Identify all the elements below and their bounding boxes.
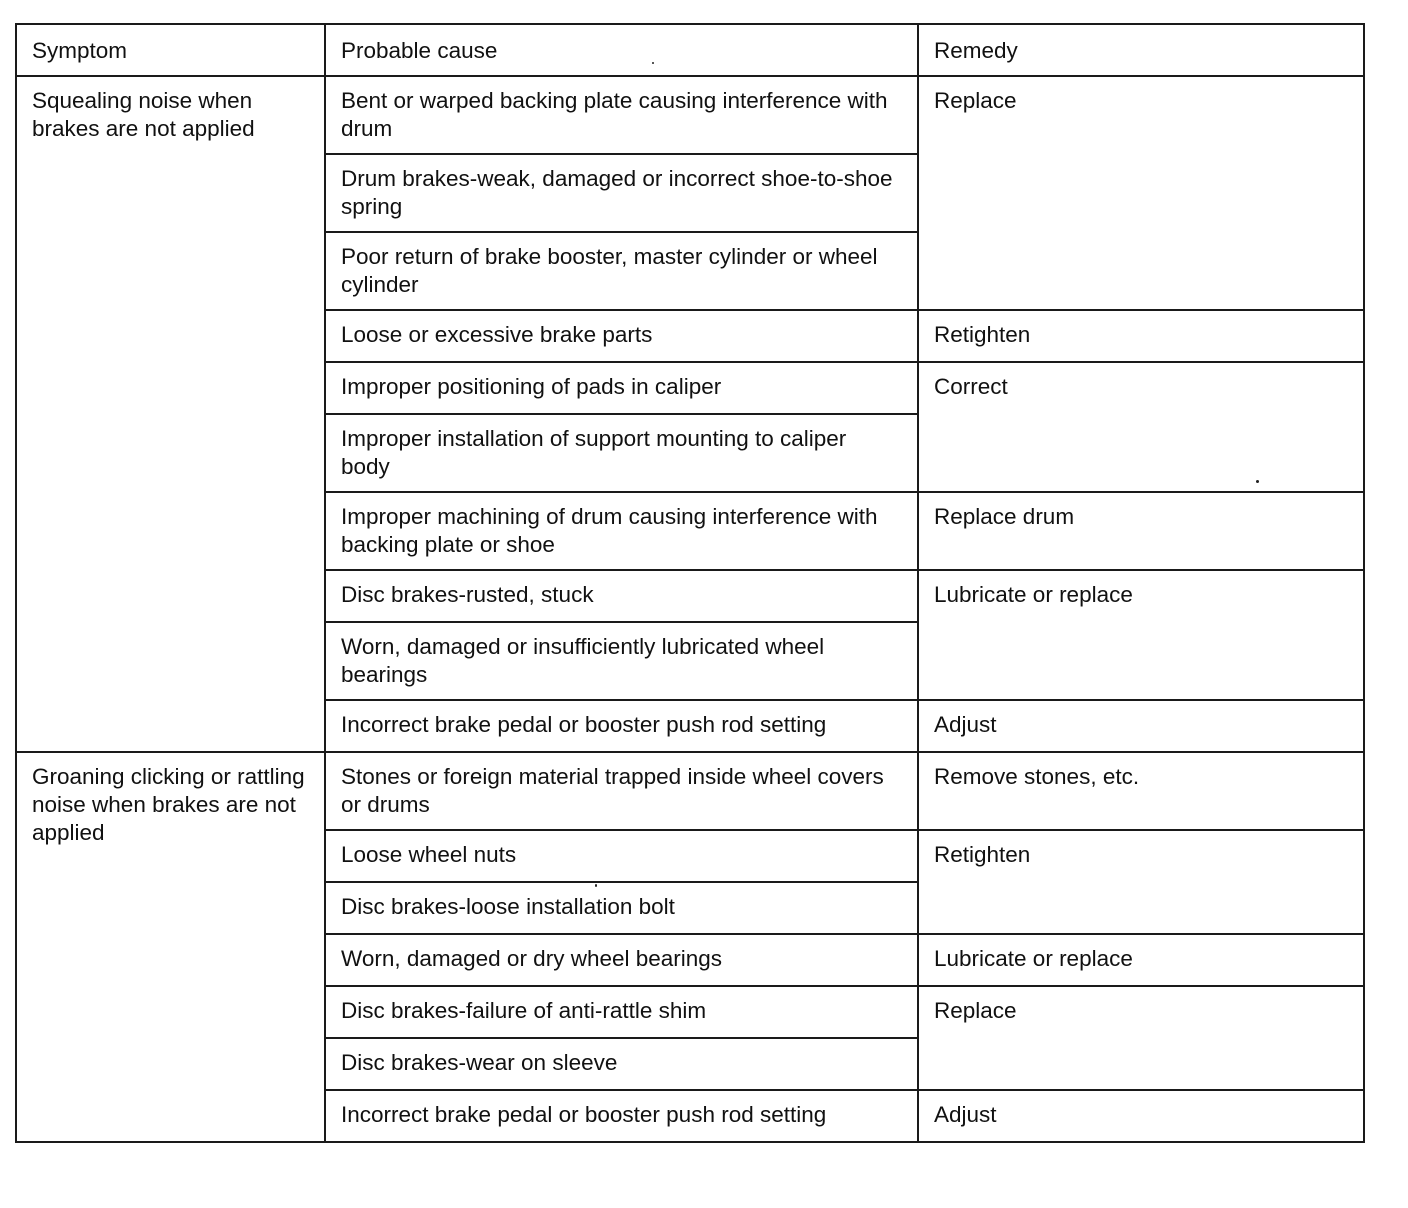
scan-speck <box>595 884 597 887</box>
remedy-cell: Replace <box>918 76 1364 310</box>
remedy-cell: Retighten <box>918 310 1364 362</box>
cause-cell: Improper machining of drum causing interference with backing plate or shoe <box>325 492 918 570</box>
remedy-cell: Lubricate or replace <box>918 570 1364 700</box>
cause-cell: Loose or excessive brake parts <box>325 310 918 362</box>
remedy-cell: Remove stones, etc. <box>918 752 1364 830</box>
cause-cell: Disc brakes-failure of anti-rattle shim <box>325 986 918 1038</box>
remedy-cell: Replace drum <box>918 492 1364 570</box>
cause-cell: Incorrect brake pedal or booster push rod setting <box>325 1090 918 1142</box>
header-row <box>16 24 1364 76</box>
cause-cell: Poor return of brake booster, master cylinder or wheel cylinder <box>325 232 918 310</box>
remedy-cell: Replace <box>918 986 1364 1090</box>
symptom-cell: Groaning clicking or rattling noise when brakes are not applied <box>16 752 325 1142</box>
cause-cell: Worn, damaged or dry wheel bearings <box>325 934 918 986</box>
remedy-cell: Adjust <box>918 700 1364 752</box>
troubleshooting-table <box>15 23 1365 1143</box>
cause-cell: Stones or foreign material trapped inside wheel covers or drums <box>325 752 918 830</box>
cause-cell: Disc brakes-wear on sleeve <box>325 1038 918 1090</box>
header-probable-cause: Probable cause <box>325 24 918 76</box>
remedy-cell: Adjust <box>918 1090 1364 1142</box>
header-remedy: Remedy <box>918 24 1364 76</box>
header-symptom: Symptom <box>16 24 325 76</box>
cause-cell: Drum brakes-weak, damaged or incorrect shoe-to-shoe spring <box>325 154 918 232</box>
cause-cell: Incorrect brake pedal or booster push rod setting <box>325 700 918 752</box>
cause-cell: Disc brakes-loose installation bolt <box>325 882 918 934</box>
table-row <box>16 752 1364 830</box>
remedy-cell: Retighten <box>918 830 1364 934</box>
cause-cell: Improper positioning of pads in caliper <box>325 362 918 414</box>
scan-speck <box>1256 480 1259 483</box>
table-row <box>16 76 1364 154</box>
scan-speck <box>652 62 654 64</box>
cause-cell: Bent or warped backing plate causing interference with drum <box>325 76 918 154</box>
cause-cell: Disc brakes-rusted, stuck <box>325 570 918 622</box>
cause-cell: Worn, damaged or insufficiently lubricated wheel bearings <box>325 622 918 700</box>
symptom-cell: Squealing noise when brakes are not applied <box>16 76 325 752</box>
cause-cell: Loose wheel nuts <box>325 830 918 882</box>
remedy-cell: Correct <box>918 362 1364 492</box>
cause-cell: Improper installation of support mounting to caliper body <box>325 414 918 492</box>
remedy-cell: Lubricate or replace <box>918 934 1364 986</box>
